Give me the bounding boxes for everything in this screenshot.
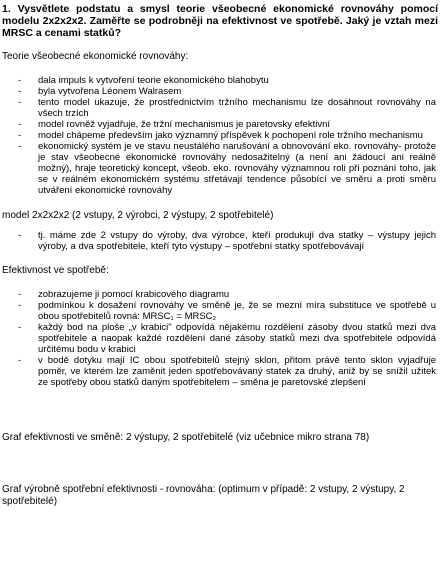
section-heading-consumption-efficiency: Efektivnost ve spotřebě: xyxy=(2,265,109,276)
list-item: - tj. máme zde 2 vstupy do výroby, dva výrobce, kteří produkují dva statky – výstupy jejich výroby, a dva spotřebitele, kteří tyto výstupy – spotřební statky spotřebovávají xyxy=(2,230,438,252)
list-item: - každý bod na ploše „v krabici" odpovídá nějakému rozdělení zásoby dvou statků mezi dva spotřebitele a naopak každé rozdělení dané zásoby statků mezi dva spotřebitele odpovídá určitému bodu v krabici xyxy=(2,322,438,355)
list-item: - v bodě dotyku mají IC obou spotřebitelů stejný sklon, přitom právě tento sklon vyjadřuje poměr, ve kterém lze zaměnit jeden spotřebovávaný statek za druhý, aniž by se snížil užitek ze spotřeby obou statků daným spotřebitelem – směna je paretovské zlepšení xyxy=(2,355,438,388)
section-heading-model: model 2x2x2x2 (2 vstupy, 2 výrobci, 2 výstupy, 2 spotřebitelé) xyxy=(2,210,274,221)
section-heading-general-equilibrium: Teorie všeobecné ekonomické rovnováhy: xyxy=(2,51,189,62)
question-heading: 1. Vysvětlete podstatu a smysl teorie všeobecné ekonomické rovnováhy pomocí modelu 2x2x2x2. Zaměřte se podrobněji na efektivnost ve spotřebě. Jaký je vztah mezi MRSC a cenami statků? xyxy=(2,3,438,39)
general-equilibrium-list xyxy=(2,75,438,196)
graph-production-consumption-caption: Graf výrobně spotřební efektivnosti - rovnováha: (optimum v případě: 2 vstupy, 2 výstupy, 2 spotřebitelé) xyxy=(2,484,405,507)
list-item: - byla vytvořena Léonem Walrasem xyxy=(2,86,438,97)
model-list xyxy=(2,230,438,252)
list-item: - tento model ukazuje, že prostřednictvím tržního mechanismu lze dosáhnout rovnováhy na všech trzích xyxy=(2,97,438,119)
document-page xyxy=(2,0,438,508)
list-item: - podmínkou k dosažení rovnováhy ve směně je, že se mezní míra substituce ve spotřebě u obou spotřebitelů rovná: MRSC₁ = MRSC₂ xyxy=(2,300,438,322)
list-item: - zobrazujeme ji pomocí krabicového diagramu xyxy=(2,289,438,300)
list-item: - dala impuls k vytvoření teorie ekonomického blahobytu xyxy=(2,75,438,86)
graph-exchange-efficiency-caption: Graf efektivnosti ve směně: 2 výstupy, 2 spotřebitelé (viz učebnice mikro strana 78) xyxy=(2,432,370,443)
list-item: - model rovněž vyjadřuje, že tržní mechanismus je paretovsky efektivní xyxy=(2,119,438,130)
list-item: - model chápeme především jako významný příspěvek k pochopení role tržního mechanismu xyxy=(2,130,438,141)
consumption-efficiency-list xyxy=(2,289,438,388)
list-item: - ekonomický systém je ve stavu neustálého narušování a obnovování eko. rovnováhy- protože je stav všeobecné ekonomické rovnováhy nedosažitelný (a není ani žádoucí ani reálně možný), hraje teoretický koncept, všeob. eko. rovnováhy významnou roli při poznání toho, jak se v reálném ekonomickém systému střetávají tendence působící ve směru a proti směru utváření ekonomické rovnováhy xyxy=(2,141,438,196)
